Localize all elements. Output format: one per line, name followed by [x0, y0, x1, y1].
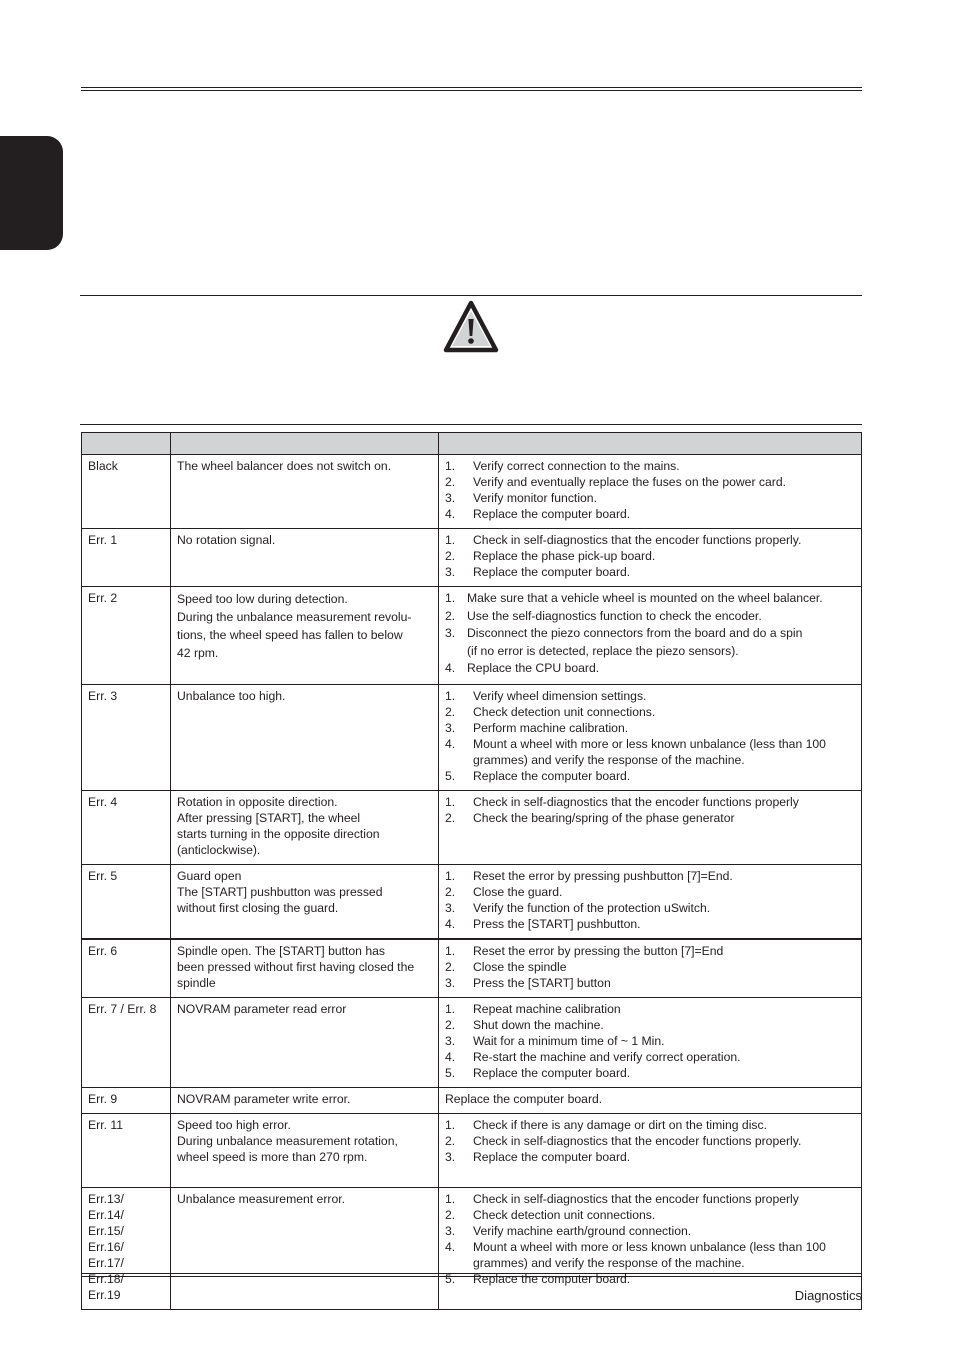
- step-text-line: Wait for a minimum time of ~ 1 Min.: [473, 1033, 665, 1048]
- description-line: No rotation signal.: [177, 533, 276, 547]
- remedy-step: [445, 794, 855, 810]
- description-line: Rotation in opposite direction.: [177, 794, 338, 809]
- error-code-cell: [82, 1187, 171, 1309]
- remedy-step: [445, 458, 855, 474]
- remedy-cell: [439, 864, 862, 939]
- step-text-line: Verify and eventually replace the fuses on the power card.: [473, 475, 787, 489]
- remedy-steps-list: [445, 868, 855, 932]
- remedy-step: [445, 868, 855, 884]
- table-header-row: [82, 433, 862, 455]
- step-text-line: grammes) and verify the response of the machine.: [473, 1255, 745, 1270]
- step-text: [473, 1001, 621, 1017]
- error-code-cell: [82, 1087, 171, 1113]
- remedy-step: [445, 704, 855, 720]
- remedy-step: [445, 1017, 855, 1033]
- error-code-cell: [82, 939, 171, 998]
- step-number: 1.: [445, 1117, 456, 1132]
- step-text-line: Check in self-diagnostics that the encoder functions properly: [473, 1191, 799, 1206]
- step-text-line: Replace the computer board.: [473, 768, 631, 783]
- step-text-line: Perform machine calibration.: [473, 720, 629, 735]
- remedy-steps-list: [445, 794, 855, 826]
- remedy-steps-list: [445, 943, 855, 991]
- language-tab: [0, 136, 63, 362]
- step-text-line: Check the bearing/spring of the phase generator: [473, 810, 735, 825]
- step-number: 3.: [445, 565, 456, 579]
- step-text-line: Press the [START] pushbutton.: [473, 916, 641, 931]
- step-text-line: Replace the computer board.: [473, 1271, 631, 1286]
- remedy-step: [445, 884, 855, 900]
- description-line: During the unbalance measurement revolu-: [177, 610, 412, 624]
- table-row: [82, 1113, 862, 1187]
- step-text: [473, 490, 597, 506]
- step-text-line: Re-start the machine and verify correct operation.: [473, 1049, 741, 1064]
- step-number: 1.: [445, 591, 456, 605]
- remedy-step: [445, 1001, 855, 1017]
- remedy-step: [445, 625, 855, 660]
- step-text: [473, 720, 628, 736]
- step-text: [473, 688, 646, 704]
- step-text: [473, 884, 562, 900]
- remedy-cell: [439, 790, 862, 864]
- error-description-cell: [171, 684, 439, 790]
- step-number: 3.: [445, 900, 456, 915]
- remedy-steps-list: [445, 1117, 855, 1165]
- remedy-step: [445, 660, 855, 678]
- step-number: 4.: [445, 1049, 456, 1064]
- remedy-step: [445, 1117, 855, 1133]
- remedy-step: [445, 1033, 855, 1049]
- code-line: Err. 4: [88, 794, 118, 809]
- description-line: NOVRAM parameter read error: [177, 1001, 347, 1016]
- step-text: [467, 625, 802, 660]
- description-line: starts turning in the opposite direction: [177, 826, 380, 841]
- step-text-line: Verify monitor function.: [473, 491, 597, 505]
- remedy-step: [445, 1049, 855, 1065]
- table-row: [82, 529, 862, 587]
- diagnostics-table: [81, 432, 862, 1310]
- language-label: ENGLISH: [29, 296, 45, 362]
- step-number: 4.: [445, 916, 456, 931]
- error-description-cell: [171, 1113, 439, 1187]
- step-text: [473, 975, 611, 991]
- description-line: Unbalance measurement error.: [177, 1191, 345, 1206]
- description-line: The wheel balancer does not switch on.: [177, 459, 392, 473]
- code-line: Err. 11: [88, 1117, 123, 1132]
- remedy-step: [445, 532, 855, 548]
- description-line: After pressing [START], the wheel: [177, 810, 361, 825]
- code-line: Err. 2: [88, 591, 118, 605]
- step-text-line: Check in self-diagnostics that the encoder functions properly: [473, 794, 799, 809]
- remedy-step: [445, 548, 855, 564]
- step-number: 3.: [445, 1149, 456, 1164]
- error-description-cell: [171, 997, 439, 1087]
- step-number: 1.: [445, 533, 456, 547]
- remedy-cell: [439, 997, 862, 1087]
- column-header-remedy: [439, 433, 862, 455]
- remedy-steps-list: [445, 458, 855, 522]
- step-text: [473, 1239, 826, 1271]
- step-text: [473, 1033, 665, 1049]
- step-text: [473, 564, 630, 580]
- remedy-cell: [439, 1113, 862, 1187]
- table-row: [82, 587, 862, 685]
- code-line: Err.16/: [88, 1239, 124, 1254]
- code-line: Err. 9: [88, 1091, 118, 1106]
- step-number: 3.: [445, 720, 456, 735]
- step-number: 4.: [445, 736, 456, 751]
- remedy-step: [445, 1207, 855, 1223]
- step-number: 2.: [445, 475, 456, 489]
- error-code-cell: [82, 587, 171, 685]
- step-text: [473, 959, 567, 975]
- error-description-cell: [171, 864, 439, 939]
- error-description-cell: [171, 529, 439, 587]
- remedy-step: [445, 916, 855, 932]
- remedy-steps-list: [445, 688, 855, 784]
- remedy-step: [445, 943, 855, 959]
- error-code-cell: [82, 790, 171, 864]
- code-line: Err. 5: [88, 868, 118, 883]
- description-line: been pressed without first having closed the: [177, 959, 415, 974]
- step-number: 5.: [445, 1271, 456, 1286]
- step-text: [473, 768, 630, 784]
- step-text: [467, 590, 823, 608]
- step-text-line: Make sure that a vehicle wheel is mounted on the wheel balancer.: [467, 591, 823, 605]
- column-header-code: [82, 433, 171, 455]
- description-line: (anticlockwise).: [177, 842, 261, 857]
- step-text-line: Repeat machine calibration: [473, 1001, 621, 1016]
- step-text-line: grammes) and verify the response of the machine.: [473, 752, 745, 767]
- step-text-line: Press the [START] button: [473, 975, 611, 990]
- remedy-step: [445, 810, 855, 826]
- step-text-line: Reset the error by pressing pushbutton [7]=End.: [473, 868, 733, 883]
- remedy-cell: [439, 684, 862, 790]
- step-text-line: Replace the phase pick-up board.: [473, 549, 656, 563]
- error-description-cell: [171, 939, 439, 998]
- step-number: 2.: [445, 704, 456, 719]
- description-line: Spindle open. The [START] button has: [177, 943, 385, 958]
- section-rule-upper: [80, 295, 862, 296]
- table-row: [82, 1087, 862, 1113]
- step-text: [467, 660, 599, 678]
- step-number: 2.: [445, 1207, 456, 1222]
- error-code-cell: [82, 529, 171, 587]
- description-line: Unbalance too high.: [177, 688, 286, 703]
- remedy-step: [445, 1149, 855, 1165]
- step-number: 4.: [445, 661, 456, 675]
- remedy-step: [445, 900, 855, 916]
- code-line: Err.17/: [88, 1255, 124, 1270]
- step-text: [473, 868, 733, 884]
- code-line: Err.14/: [88, 1207, 124, 1222]
- error-code-cell: [82, 455, 171, 529]
- step-number: 3.: [445, 1033, 456, 1048]
- error-code-cell: [82, 864, 171, 939]
- step-number: 3.: [445, 975, 456, 990]
- warning-triangle-icon: [443, 300, 499, 354]
- step-text-line: Replace the computer board.: [473, 1065, 631, 1080]
- code-line: Err.18/: [88, 1271, 124, 1286]
- step-text-line: Reset the error by pressing the button [7]=End: [473, 943, 724, 958]
- step-text: [473, 1191, 799, 1207]
- description-line: Guard open: [177, 868, 242, 883]
- step-number: 2.: [445, 1017, 456, 1032]
- step-number: 5.: [445, 768, 456, 783]
- step-text: [473, 1133, 801, 1149]
- remedy-steps-list: [445, 532, 855, 580]
- remedy-cell: [439, 1087, 862, 1113]
- step-text-line: Shut down the machine.: [473, 1017, 604, 1032]
- step-text: [473, 458, 680, 474]
- remedy-step: [445, 608, 855, 626]
- step-text: [473, 736, 826, 768]
- table-row: [82, 1187, 862, 1309]
- description-line: Speed too high error.: [177, 1117, 291, 1132]
- column-header-description: [171, 433, 439, 455]
- step-text: [467, 608, 762, 626]
- step-number: 4.: [445, 507, 456, 521]
- table-row: [82, 790, 862, 864]
- description-line: without first closing the guard.: [177, 900, 339, 915]
- remedy-step: [445, 975, 855, 991]
- step-text: [473, 1207, 655, 1223]
- step-text-line: Replace the computer board.: [473, 1149, 631, 1164]
- remedy-cell: [439, 455, 862, 529]
- footer-section-title: Diagnostics: [794, 1288, 862, 1303]
- code-line: Err. 6: [88, 943, 118, 958]
- step-text-line: Close the guard.: [473, 884, 563, 899]
- remedy-step: [445, 590, 855, 608]
- remedy-step: [445, 688, 855, 704]
- remedy-step: [445, 736, 855, 768]
- step-number: 1.: [445, 688, 456, 703]
- step-number: 1.: [445, 1191, 456, 1206]
- code-line: Err. 1: [88, 533, 118, 547]
- step-text: [473, 1017, 604, 1033]
- step-number: 2.: [445, 884, 456, 899]
- step-number: 2.: [445, 1133, 456, 1148]
- error-code-cell: [82, 997, 171, 1087]
- step-text: [473, 916, 641, 932]
- step-number: 2.: [445, 810, 456, 825]
- table-row: [82, 684, 862, 790]
- step-text-line: Verify correct connection to the mains.: [473, 459, 680, 473]
- footer-double-rule: [81, 1273, 862, 1277]
- step-text-line: Mount a wheel with more or less known unbalance (less than 100: [473, 1239, 826, 1254]
- remedy-step: [445, 474, 855, 490]
- step-number: 1.: [445, 868, 456, 883]
- remedy-step: [445, 1065, 855, 1081]
- step-text-line: Verify machine earth/ground connection.: [473, 1223, 692, 1238]
- table-row: [82, 864, 862, 939]
- code-line: Err.19: [88, 1287, 121, 1302]
- error-description-cell: [171, 1187, 439, 1309]
- code-line: Err.13/: [88, 1191, 124, 1206]
- step-text-line: Mount a wheel with more or less known unbalance (less than 100: [473, 736, 826, 751]
- step-number: 2.: [445, 608, 456, 623]
- description-line: During unbalance measurement rotation,: [177, 1133, 398, 1148]
- description-line: 42 rpm.: [177, 646, 219, 660]
- step-text-line: Replace the CPU board.: [467, 661, 600, 675]
- step-number: 4.: [445, 1239, 456, 1254]
- remedy-step: [445, 490, 855, 506]
- description-line: wheel speed is more than 270 rpm.: [177, 1149, 368, 1164]
- step-number: 1.: [445, 459, 456, 473]
- remedy-step: [445, 1223, 855, 1239]
- error-description-cell: [171, 1087, 439, 1113]
- error-description-cell: [171, 455, 439, 529]
- remedy-steps-list: [445, 590, 855, 678]
- step-text-line: (if no error is detected, replace the piezo sensors).: [467, 643, 739, 658]
- description-line: NOVRAM parameter write error.: [177, 1091, 351, 1106]
- step-text: [473, 1117, 767, 1133]
- step-text: [473, 1223, 691, 1239]
- step-text: [473, 794, 799, 810]
- step-text: [473, 900, 710, 916]
- step-number: 3.: [445, 626, 456, 640]
- code-line: Err. 3: [88, 688, 118, 703]
- step-text: [473, 1065, 630, 1081]
- error-description-cell: [171, 790, 439, 864]
- remedy-text-line: Replace the computer board.: [445, 1091, 603, 1106]
- step-text-line: Close the spindle: [473, 959, 567, 974]
- error-code-cell: [82, 684, 171, 790]
- step-number: 3.: [445, 1223, 456, 1238]
- remedy-step: [445, 768, 855, 784]
- step-text: [473, 1049, 741, 1065]
- step-text-line: Verify wheel dimension settings.: [473, 688, 647, 703]
- remedy-step: [445, 959, 855, 975]
- error-code-cell: [82, 1113, 171, 1187]
- description-line: tions, the wheel speed has fallen to below: [177, 628, 403, 642]
- step-number: 2.: [445, 959, 456, 974]
- remedy-cell: [439, 587, 862, 685]
- remedy-steps-list: [445, 1001, 855, 1081]
- step-text-line: Replace the computer board.: [473, 565, 631, 579]
- error-description-cell: [171, 587, 439, 685]
- step-number: 1.: [445, 794, 456, 809]
- remedy-step: [445, 1239, 855, 1271]
- step-text: [473, 704, 655, 720]
- step-text-line: Check detection unit connections.: [473, 1207, 656, 1222]
- remedy-step: [445, 506, 855, 522]
- step-text-line: Verify the function of the protection uSwitch.: [473, 900, 711, 915]
- remedy-step: [445, 720, 855, 736]
- step-text: [473, 474, 786, 490]
- step-text: [473, 1149, 630, 1165]
- step-text: [473, 532, 801, 548]
- section-rule-lower: [80, 424, 862, 425]
- step-text-line: Check if there is any damage or dirt on the timing disc.: [473, 1117, 767, 1132]
- description-line: Speed too low during detection.: [177, 592, 348, 606]
- step-text-line: Use the self-diagnostics function to check the encoder.: [467, 608, 762, 623]
- remedy-cell: [439, 939, 862, 998]
- remedy-step: [445, 1191, 855, 1207]
- code-line: Black: [88, 459, 118, 473]
- description-line: The [START] pushbutton was pressed: [177, 884, 383, 899]
- step-text: [473, 506, 630, 522]
- code-line: Err. 7 / Err. 8: [88, 1001, 157, 1016]
- step-number: 3.: [445, 491, 456, 505]
- description-line: spindle: [177, 975, 216, 990]
- remedy-step: [445, 1133, 855, 1149]
- step-text: [473, 810, 735, 826]
- step-text: [473, 943, 723, 959]
- remedy-cell: [439, 529, 862, 587]
- table-row: [82, 997, 862, 1087]
- table-row: [82, 939, 862, 998]
- remedy-step: [445, 564, 855, 580]
- step-text-line: Replace the computer board.: [473, 507, 631, 521]
- step-text-line: Check in self-diagnostics that the encoder functions properly.: [473, 533, 802, 547]
- step-text-line: Check in self-diagnostics that the encoder functions properly.: [473, 1133, 802, 1148]
- step-text-line: Disconnect the piezo connectors from the board and do a spin: [467, 626, 803, 640]
- table-row: [82, 455, 862, 529]
- step-number: 1.: [445, 1001, 456, 1016]
- step-number: 2.: [445, 549, 456, 563]
- code-line: Err.15/: [88, 1223, 124, 1238]
- step-text: [473, 548, 655, 564]
- step-text-line: Check detection unit connections.: [473, 704, 656, 719]
- step-number: 1.: [445, 943, 456, 958]
- header-double-rule: [81, 87, 862, 91]
- step-number: 5.: [445, 1065, 456, 1080]
